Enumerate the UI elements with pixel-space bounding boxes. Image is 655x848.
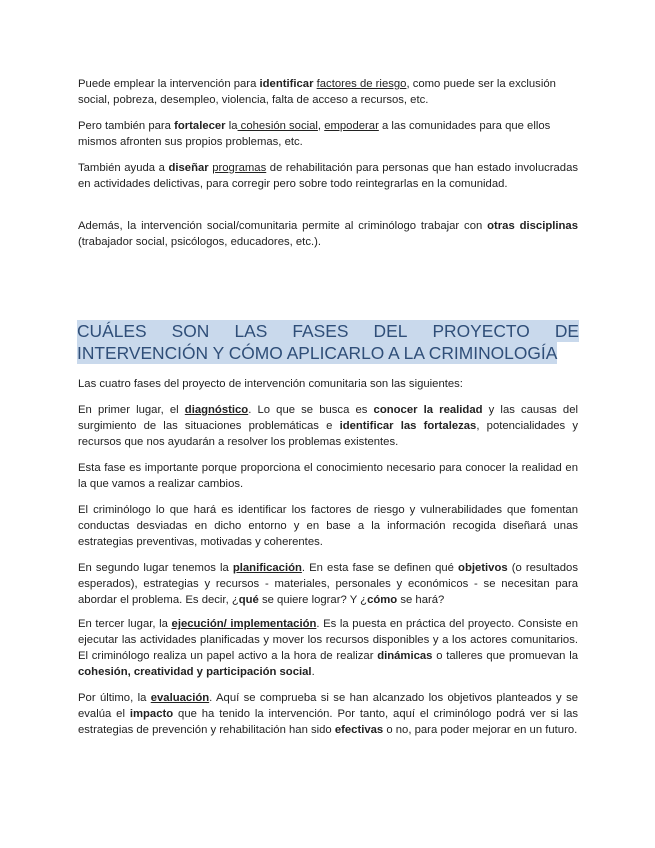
text: se quiere lograr? Y ¿ xyxy=(258,594,368,606)
heading-line-1 xyxy=(77,320,579,342)
text: y las causas del surgimiento de las situaciones problemáticas e xyxy=(78,404,579,432)
paragraph-evaluation xyxy=(78,690,578,738)
bold-text: otras disciplinas xyxy=(487,220,578,232)
bold-text: efectivas xyxy=(334,724,384,736)
text: Por último, la xyxy=(78,692,151,704)
bold-text: identificar xyxy=(259,78,314,90)
paragraph-other-disciplines xyxy=(78,218,578,250)
bold-text: qué xyxy=(238,594,259,606)
paragraph-design-programs xyxy=(78,160,578,192)
heading-word: FASES xyxy=(292,321,349,341)
bold-text: diseñar xyxy=(168,162,209,174)
bold-text: dinámicas xyxy=(377,650,433,662)
paragraph-criminologist-role xyxy=(78,502,578,550)
text: o no, para poder mejorar en un futuro. xyxy=(383,724,578,736)
text: . Lo que se busca es xyxy=(248,404,374,416)
text: que ha tenido la intervención. Por tanto, aquí el criminólogo podrá ver si las estrategias de prevención y rehabilitación han sido xyxy=(78,708,579,736)
heading-line-2: INTERVENCIÓN Y CÓMO APLICARLO A LA CRIMINOLOGÍA xyxy=(77,343,558,363)
heading-word: CUÁLES xyxy=(77,321,147,341)
text: En tercer lugar, la xyxy=(78,618,172,630)
bold-text: objetivos xyxy=(458,562,508,574)
text: Además, la intervención social/comunitaria permite al criminólogo trabajar con xyxy=(78,220,488,232)
text: de rehabilitación para personas que han estado involucradas en actividades delictivas, para corregir pero sobre todo reintegrarlas en la comunidad. xyxy=(78,162,579,190)
phase-name-execution: ejecución/ implementación xyxy=(171,618,317,630)
text: a las comunidades para que ellos mismos afronten sus propios problemas, etc. xyxy=(78,120,551,148)
text: El criminólogo lo que hará es identificar los factores de riesgo y vulnerabilidades que fomentan conductas desviadas en dicho entorno y en base a la información recogida diseñará unas estrategias preventivas, motivadas y coherentes. xyxy=(78,504,578,548)
bold-text: cohesión, creatividad y participación social xyxy=(78,666,312,678)
paragraph-diagnosis xyxy=(78,402,578,450)
bold-text: impacto xyxy=(129,708,174,720)
text: Pero también para xyxy=(78,120,175,132)
text: , como puede ser la exclusión social, pobreza, desempleo, violencia, falta de acceso a recursos, etc. xyxy=(78,78,556,106)
text: , xyxy=(317,120,325,132)
section-heading xyxy=(77,320,579,364)
heading-word: PROYECTO xyxy=(432,321,530,341)
bold-text: identificar las fortalezas xyxy=(339,420,477,432)
text: Esta fase es importante porque proporciona el conocimiento necesario para conocer la realidad en la que vamos a realizar cambios. xyxy=(78,462,578,490)
paragraph-phase-importance xyxy=(78,460,578,492)
text: En segundo lugar tenemos la xyxy=(78,562,233,574)
heading-word: LAS xyxy=(234,321,268,341)
phase-name-planning: planificación xyxy=(232,562,302,574)
paragraph-four-phases-intro xyxy=(78,376,578,392)
bold-text: cómo xyxy=(367,594,398,606)
text: En primer lugar, el xyxy=(78,404,185,416)
paragraph-risk-factors xyxy=(78,76,578,108)
text: o talleres que promuevan la xyxy=(432,650,578,662)
text: se hará? xyxy=(397,594,445,606)
heading-word: DEL xyxy=(373,321,408,341)
paragraph-execution xyxy=(78,616,578,680)
text: Las cuatro fases del proyecto de intervención comunitaria son las siguientes: xyxy=(78,378,463,390)
bold-text: fortalecer xyxy=(174,120,226,132)
heading-word: DE xyxy=(554,321,579,341)
text: . Aquí se comprueba si se han alcanzado los objetivos planteados y se evalúa el xyxy=(78,692,578,720)
phase-name-evaluation: evaluación xyxy=(150,692,210,704)
paragraph-planning xyxy=(78,560,578,608)
text: . xyxy=(311,666,315,678)
text: . En esta fase se definen qué xyxy=(301,562,459,574)
heading-word: SON xyxy=(171,321,210,341)
text: También ayuda a xyxy=(78,162,169,174)
text: (o resultados esperados), estrategias y recursos - materiales, personales y económicos - se necesitan para abordar el problema. Es decir, ¿ xyxy=(78,562,578,606)
text: la xyxy=(225,120,238,132)
text: , potencialidades y recursos que nos ayudarán a resolver los problemas existentes. xyxy=(78,420,578,448)
text: Puede emplear la intervención para xyxy=(78,78,260,90)
paragraph-strengthen xyxy=(78,118,578,150)
text: (trabajador social, psicólogos, educadores, etc.). xyxy=(78,236,322,248)
underlined-text: programas xyxy=(212,162,267,174)
text: . Es la puesta en práctica del proyecto. Consiste en ejecutar las actividades planificadas y mover los recursos disponibles y a los actores comunitarios. El criminólogo realiza un papel activo a la hora de realizar xyxy=(78,618,579,662)
underlined-text: factores de riesgo xyxy=(316,78,407,90)
underlined-text: empoderar xyxy=(324,120,379,132)
bold-text: conocer la realidad xyxy=(373,404,483,416)
underlined-text: cohesión social xyxy=(237,120,318,132)
phase-name-diagnosis: diagnóstico xyxy=(184,404,249,416)
